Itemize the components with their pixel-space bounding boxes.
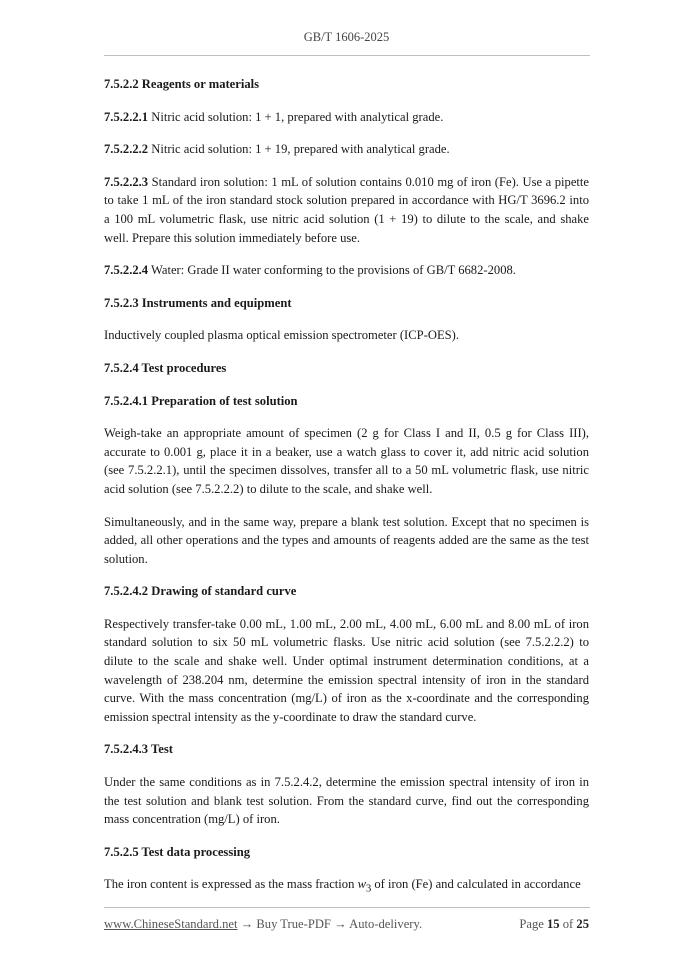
page-label: Page bbox=[519, 917, 544, 931]
page-total: 25 bbox=[576, 917, 589, 931]
footer-divider bbox=[104, 907, 590, 908]
paragraph-test-solution: Weigh-take an appropriate amount of specimen (2 g for Class I and II, 0.5 g for Class III), accurate to 0.001 g, place it in a beaker, use a watch glass to cover it, add nitric acid solution (see 7.5.2.2.1), until the specimen dissolves, transfer all to a 50 mL volumetric flask, use nitric acid solution (see 7.5.2.2.2) to dilute to the scale, and shake well. bbox=[104, 426, 589, 496]
page-current: 15 bbox=[547, 917, 560, 931]
website-link[interactable]: www.ChineseStandard.net bbox=[104, 917, 238, 931]
section-heading-7-5-2-4-1: 7.5.2.4.1 Preparation of test solution bbox=[104, 393, 298, 408]
clause-number: 7.5.2.2.3 bbox=[104, 174, 149, 189]
clause-text: Nitric acid solution: 1 + 1, prepared with analytical grade. bbox=[151, 109, 444, 124]
clause-number: 7.5.2.2.2 bbox=[104, 142, 149, 157]
paragraph-instruments: Inductively coupled plasma optical emission spectrometer (ICP-OES). bbox=[104, 328, 459, 343]
paragraph-standard-curve: Respectively transfer-take 0.00 mL, 1.00 mL, 2.00 mL, 4.00 mL, 6.00 mL and 8.00 mL of iron standard solution to six 50 mL volumetric flasks. Use nitric acid solution (see 7.5.2.2.2) to dilute to the scale and shake well. Under optimal instrument determination conditions, at a wavelength of 238.204 nm, determine the emission spectral intensity of iron in the standard curve. With the mass concentration (mg/L) of iron as the x-coordinate and the corresponding emission spectral intensity as the y-coordinate to draw the standard curve. bbox=[104, 616, 589, 724]
clause-number: 7.5.2.2.1 bbox=[104, 109, 149, 124]
mass-fraction-symbol: w bbox=[357, 877, 366, 892]
page-indicator bbox=[519, 917, 589, 932]
document-footer bbox=[104, 917, 589, 932]
section-heading-7-5-2-4-3: 7.5.2.4.3 Test bbox=[104, 742, 173, 757]
paragraph-test: Under the same conditions as in 7.5.2.4.2, determine the emission spectral intensity of iron in the test solution and blank test solution. From the standard curve, find out the corresponding mass concentration (mg/L) of iron. bbox=[104, 775, 589, 827]
document-body bbox=[104, 75, 589, 914]
document-header: GB/T 1606-2025 bbox=[303, 30, 390, 44]
clause-7-5-2-2-2 bbox=[104, 140, 589, 159]
clause-7-5-2-2-4 bbox=[104, 261, 589, 280]
section-heading-7-5-2-5: 7.5.2.5 Test data processing bbox=[104, 844, 251, 859]
clause-text: Standard iron solution: 1 mL of solution contains 0.010 mg of iron (Fe). Use a pipette to take 1 mL of the iron standard stock solution prepared in accordance with HG/T 3696.2 into a 100 mL volumetric flask, use nitric acid solution (1 + 19) to dilute to the scale, and shake well. Prepare this solution immediately before use. bbox=[104, 174, 589, 245]
clause-7-5-2-2-1 bbox=[104, 108, 589, 127]
footer-tagline: → Buy True-PDF → Auto-delivery. bbox=[237, 917, 423, 931]
clause-text: Water: Grade II water conforming to the provisions of GB/T 6682-2008. bbox=[151, 263, 516, 278]
paragraph-data-processing bbox=[104, 875, 589, 899]
header-divider bbox=[104, 55, 590, 56]
page-of: of bbox=[562, 917, 574, 931]
clause-text: Nitric acid solution: 1 + 19, prepared with analytical grade. bbox=[151, 142, 450, 157]
section-heading-7-5-2-4: 7.5.2.4 Test procedures bbox=[104, 360, 227, 375]
clause-number: 7.5.2.2.4 bbox=[104, 263, 149, 278]
mass-fraction-subscript: 3 bbox=[365, 883, 372, 895]
paragraph-blank-solution: Simultaneously, and in the same way, prepare a blank test solution. Except that no specimen is added, all other operations and the types and amounts of reagents added are the same as the test solution. bbox=[104, 514, 589, 566]
section-heading-7-5-2-4-2: 7.5.2.4.2 Drawing of standard curve bbox=[104, 584, 297, 599]
clause-7-5-2-2-3 bbox=[104, 173, 589, 247]
section-heading-7-5-2-3: 7.5.2.3 Instruments and equipment bbox=[104, 295, 292, 310]
text-segment: of iron (Fe) and calculated in accordance bbox=[371, 877, 581, 892]
section-heading-7-5-2-2: 7.5.2.2 Reagents or materials bbox=[104, 77, 260, 91]
text-segment: The iron content is expressed as the mass fraction bbox=[104, 877, 358, 892]
